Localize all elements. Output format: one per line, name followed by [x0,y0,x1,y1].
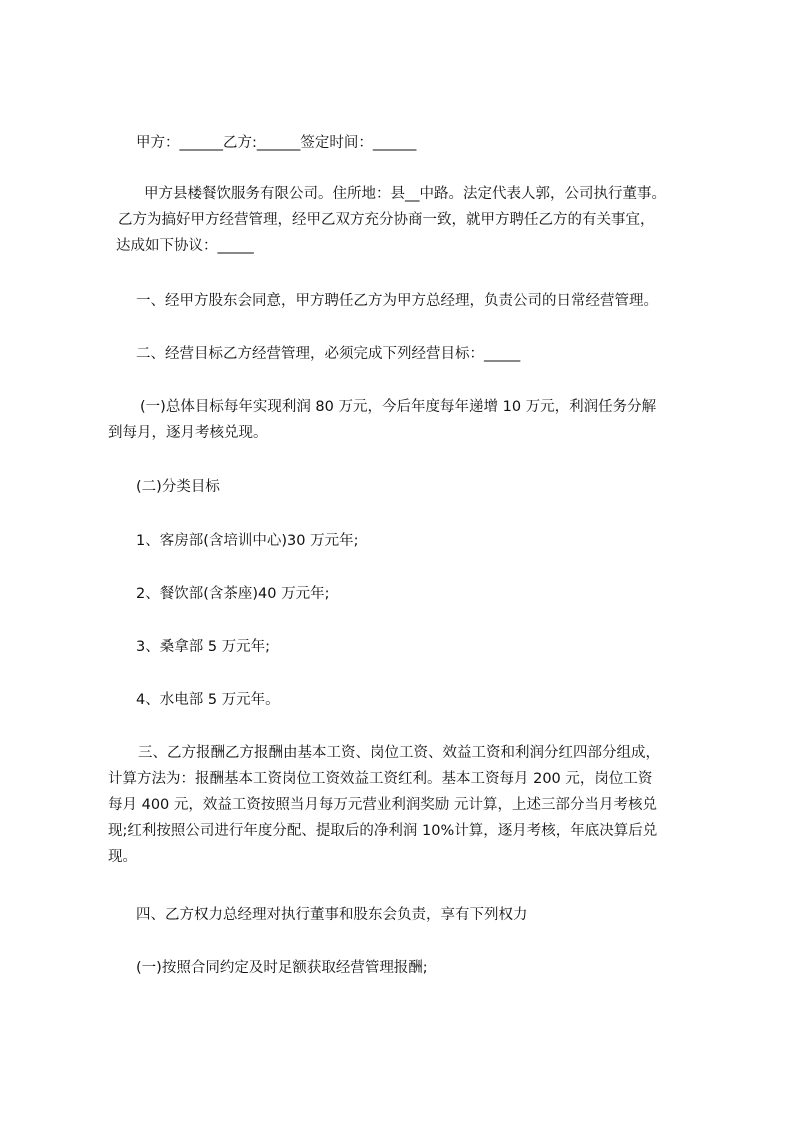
category-item-text: 1、客房部(含培训中心)30 万元年; [136,533,359,549]
category-heading-text: (二)分类目标 [136,479,220,495]
clause-3-line: 现;红利按照公司进行年度分配、提取后的净利润 10%计算，逐月考核，年底决算后兑 [108,823,658,839]
clause-4-item [136,955,732,981]
intro-line: 乙方为搞好甲方经营管理，经甲乙双方充分协商一致，就甲方聘任乙方的有关事宜， [118,212,655,228]
header-line [136,130,732,156]
category-item-text: 4、水电部 5 万元年。 [136,692,280,708]
intro-paragraph [108,181,704,259]
clause-1 [136,288,732,314]
clause-4-item-text: (一)按照合同约定及时足额获取经营管理报酬; [136,960,428,976]
clause-2 [136,341,732,367]
clause-1-text: 一、经甲方股东会同意，甲方聘任乙方为甲方总经理，负责公司的日常经营管理。 [136,293,658,309]
clause-4-text: 四、乙方权力总经理对执行董事和股东会负责，享有下列权力 [136,907,528,923]
clause-3-line: 三、乙方报酬乙方报酬由基本工资、岗位工资、效益工资和利润分红四部分组成， [138,745,660,761]
intro-line: 达成如下协议：_____ [116,238,254,254]
category-heading [136,474,732,500]
clause-3 [108,740,706,870]
overall-target-line: (一)总体目标每年实现利润 80 万元，今后年度每年递增 10 万元，利润任务分解 [140,399,657,415]
overall-target-line: 到每月，逐月考核兑现。 [108,425,268,441]
clause-2-text: 二、经营目标乙方经营管理，必须完成下列经营目标：_____ [136,346,521,362]
category-item [136,528,732,554]
category-item [136,634,732,660]
category-item [136,581,732,607]
intro-line: 甲方县楼餐饮服务有限公司。住所地：县__中路。法定代表人郭，公司执行董事。 [144,186,666,202]
overall-target [108,394,704,446]
clause-3-line: 计算方法为：报酬基本工资岗位工资效益工资红利。基本工资每月 200 元，岗位工资 [108,771,653,787]
clause-3-line: 每月 400 元，效益工资按照当月每万元营业利润奖励 元计算，上述三部分当月考核兑 [108,797,658,813]
clause-3-line: 现。 [108,849,137,865]
clause-4 [136,902,732,928]
category-item-text: 2、餐饮部(含茶座)40 万元年; [136,586,330,602]
header-line-text: 甲方：______乙方:______签定时间：______ [136,135,417,151]
category-item-text: 3、桑拿部 5 万元年; [136,639,271,655]
category-item [136,687,732,713]
